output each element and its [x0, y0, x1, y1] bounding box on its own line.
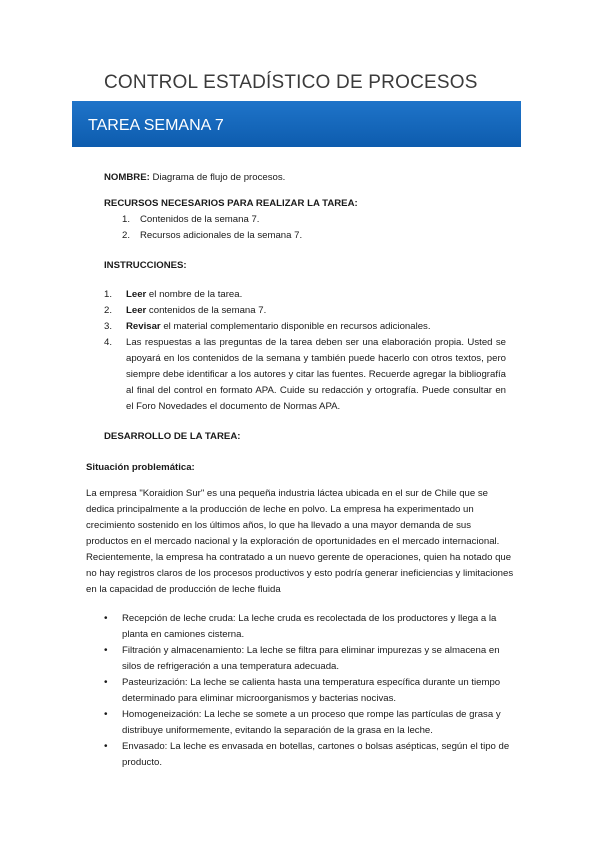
recursos-list — [104, 212, 524, 244]
list-item — [104, 707, 514, 739]
list-keyword: Revisar — [126, 321, 161, 332]
list-text: Filtración y almacenamiento: La leche se filtra para eliminar impurezas y se almacena en silos de refrigeración a una temperatura adecuada. — [122, 645, 500, 672]
list-text: Recursos adicionales de la semana 7. — [140, 230, 303, 241]
bullet-icon: • — [104, 741, 108, 752]
list-keyword: Leer — [126, 289, 147, 300]
situacion-heading: Situación problemática: — [86, 462, 195, 473]
banner-title: TAREA SEMANA 7 — [72, 101, 521, 147]
list-text: Recepción de leche cruda: La leche cruda es recolectada de los productores y llega a la planta en camiones cisterna. — [122, 613, 497, 640]
list-item — [104, 319, 506, 335]
list-item — [104, 212, 524, 228]
list-item — [104, 287, 506, 303]
paragraph: Recientemente, la empresa ha contratado a un nuevo gerente de operaciones, quien ha notado que no hay registros claros de los procesos productivos y esto podría generar ineficiencias y limitaciones en la capacidad de producción de leche fluida — [86, 552, 514, 595]
list-text: Homogeneización: La leche se somete a un proceso que rompe las partículas de grasa y distribuye uniformemente, evitando la separación de la grasa en la leche. — [122, 709, 501, 736]
list-text: Pasteurización: La leche se calienta hasta una temperatura específica durante un tiempo determinado para eliminar microorganismos y bacterias nocivas. — [122, 677, 501, 704]
situacion-body — [86, 486, 514, 598]
recursos-section — [104, 196, 524, 244]
list-item — [104, 643, 514, 675]
list-text: Envasado: La leche es envasada en botellas, cartones o bolsas asépticas, según el tipo de producto. — [122, 741, 510, 768]
list-number: 2. — [122, 230, 131, 241]
list-number: 1. — [104, 289, 113, 300]
instrucciones-section — [104, 287, 506, 415]
bullet-icon: • — [104, 645, 108, 656]
list-text: Las respuestas a las preguntas de la tarea deben ser una elaboración propia. Usted se apoyará en los contenidos de la semana y también puede hacerlo con otros textos, pero siempre debe identificar a los autores y citar las fuentes. Recuerde agregar la bibliografía al final del control en formato APA. Cuide su redacción y ortografía. Puede consultar en el Foro Novedades el documento de Normas APA. — [126, 337, 506, 412]
list-number: 3. — [104, 321, 113, 332]
process-steps — [104, 611, 514, 771]
list-text: el material complementario disponible en recursos adicionales. — [160, 321, 431, 332]
list-item — [104, 739, 514, 771]
list-number: 1. — [122, 214, 131, 225]
list-number: 4. — [104, 337, 113, 348]
process-list — [104, 611, 514, 771]
list-number: 2. — [104, 305, 113, 316]
list-text: el nombre de la tarea. — [146, 289, 243, 300]
list-item — [104, 303, 506, 319]
list-item — [104, 335, 506, 415]
bullet-icon: • — [104, 677, 108, 688]
nombre-line — [104, 170, 524, 186]
list-item — [104, 611, 514, 643]
recursos-heading: RECURSOS NECESARIOS PARA REALIZAR LA TAREA: — [104, 198, 358, 209]
instrucciones-list — [104, 287, 506, 415]
document-title: CONTROL ESTADÍSTICO DE PROCESOS — [104, 72, 478, 93]
nombre-label: NOMBRE: — [104, 172, 150, 183]
bullet-icon: • — [104, 613, 108, 624]
list-text: Contenidos de la semana 7. — [140, 214, 260, 225]
nombre-value: Diagrama de flujo de procesos. — [149, 172, 286, 183]
desarrollo-heading: DESARROLLO DE LA TAREA: — [104, 431, 241, 442]
list-item — [104, 675, 514, 707]
list-keyword: Leer — [126, 305, 147, 316]
paragraph: La empresa "Koraidion Sur" es una pequeña industria láctea ubicada en el sur de Chile que se dedica principalmente a la producción de leche en polvo. La empresa ha experimentado un crecimiento sostenido en los últimos años, lo que ha llevado a una mayor demanda de sus productos en el mercado nacional y la exploración de oportunidades en el mercado internacional. — [86, 488, 500, 547]
instrucciones-heading: INSTRUCCIONES: — [104, 260, 187, 271]
bullet-icon: • — [104, 709, 108, 720]
list-text: contenidos de la semana 7. — [146, 305, 267, 316]
list-item — [104, 228, 524, 244]
